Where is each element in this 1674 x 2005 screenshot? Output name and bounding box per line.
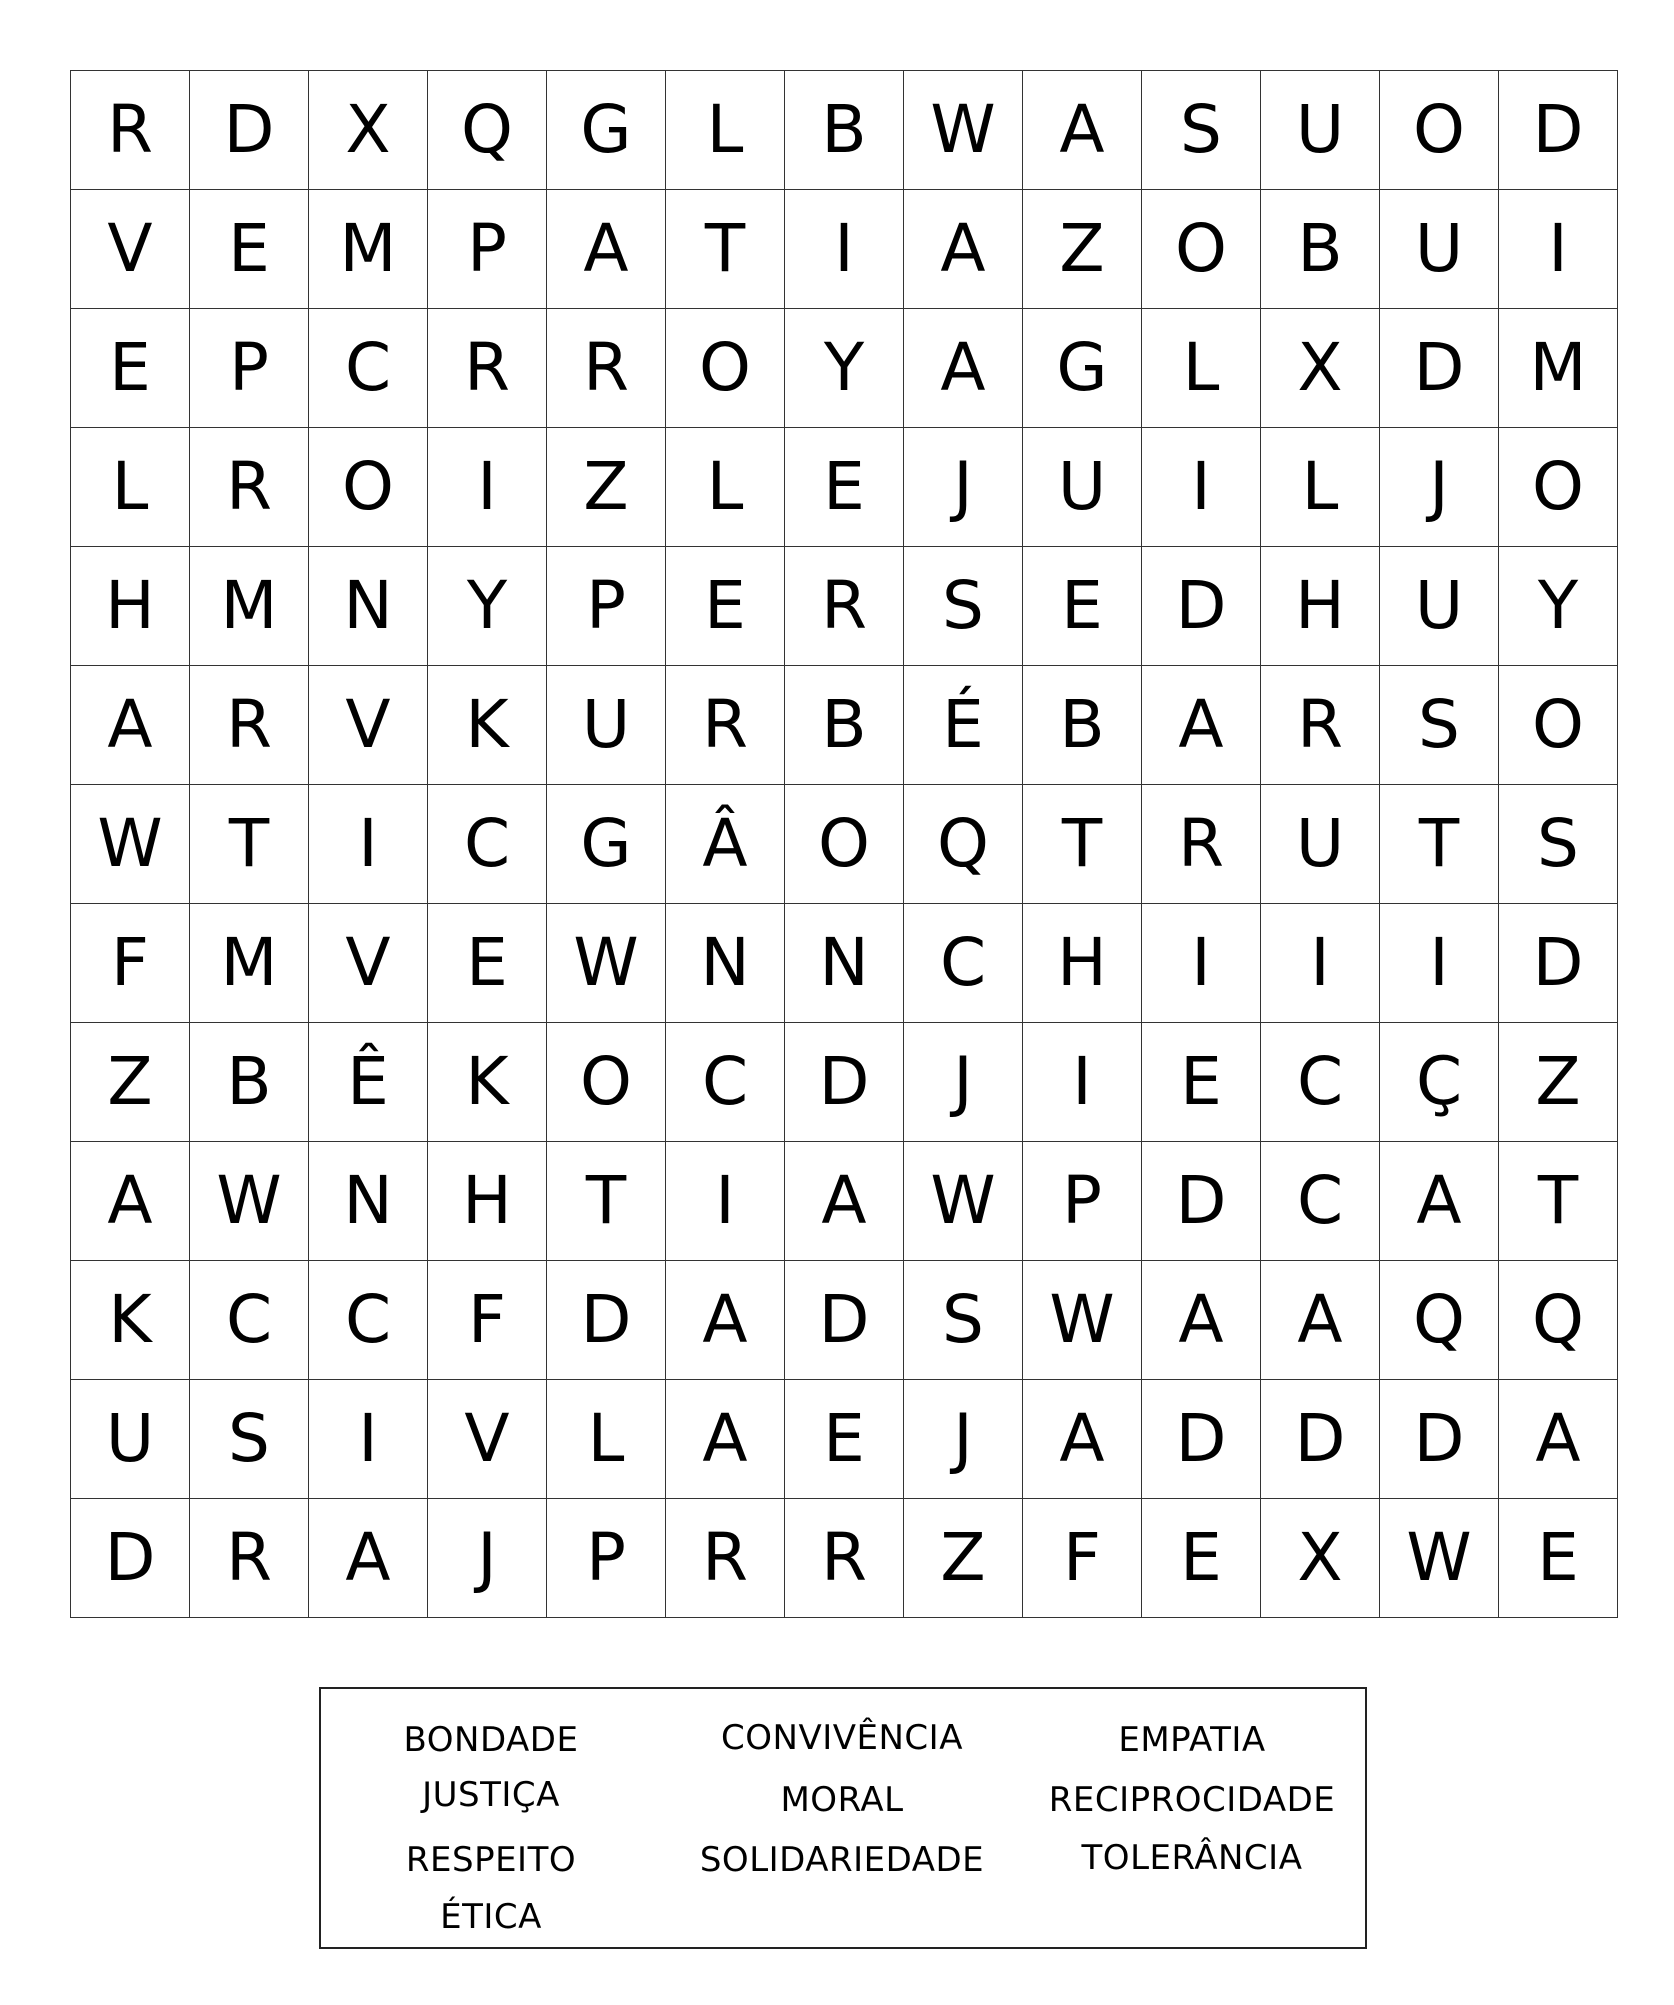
grid-cell[interactable]: D (1499, 71, 1618, 190)
grid-cell[interactable]: A (666, 1380, 785, 1499)
grid-cell[interactable]: E (1499, 1499, 1618, 1618)
grid-cell[interactable]: C (666, 1023, 785, 1142)
word-etica: ÉTICA (440, 1897, 542, 1937)
grid-cell[interactable]: P (1023, 1142, 1142, 1261)
grid-cell[interactable]: D (1499, 904, 1618, 1023)
grid-cell[interactable]: M (1499, 309, 1618, 428)
grid-cell[interactable]: A (785, 1142, 904, 1261)
grid-cell[interactable]: Z (1499, 1023, 1618, 1142)
grid-cell[interactable]: W (904, 71, 1023, 190)
grid-cell[interactable]: B (785, 666, 904, 785)
grid-cell[interactable]: T (547, 1142, 666, 1261)
grid-cell[interactable]: J (428, 1499, 547, 1618)
grid-cell[interactable]: I (1261, 904, 1380, 1023)
grid-cell[interactable]: W (904, 1142, 1023, 1261)
grid-cell[interactable]: I (785, 190, 904, 309)
grid-cell[interactable]: H (1023, 904, 1142, 1023)
grid-cell[interactable]: D (785, 1023, 904, 1142)
grid-cell[interactable]: R (666, 1499, 785, 1618)
grid-cell[interactable]: P (547, 547, 666, 666)
grid-cell[interactable]: E (1142, 1499, 1261, 1618)
grid-cell[interactable]: U (71, 1380, 190, 1499)
grid-cell[interactable]: K (71, 1261, 190, 1380)
grid-cell[interactable]: E (190, 190, 309, 309)
grid-cell[interactable]: V (428, 1380, 547, 1499)
grid-cell[interactable]: C (1261, 1142, 1380, 1261)
word-respeito: RESPEITO (405, 1840, 577, 1880)
grid-cell[interactable]: J (1380, 428, 1499, 547)
grid-cell[interactable]: Y (1499, 547, 1618, 666)
grid-cell[interactable]: A (666, 1261, 785, 1380)
grid-cell[interactable]: E (785, 428, 904, 547)
grid-cell[interactable]: J (904, 1380, 1023, 1499)
grid-cell[interactable]: O (785, 785, 904, 904)
grid-cell[interactable]: D (1380, 309, 1499, 428)
grid-cell[interactable]: I (1142, 904, 1261, 1023)
grid-cell[interactable]: A (904, 190, 1023, 309)
grid-cell[interactable]: T (1023, 785, 1142, 904)
grid-cell[interactable]: U (1261, 785, 1380, 904)
grid-cell[interactable]: T (1380, 785, 1499, 904)
grid-cell[interactable]: U (1023, 428, 1142, 547)
grid-cell[interactable]: Ê (309, 1023, 428, 1142)
grid-cell[interactable]: P (547, 1499, 666, 1618)
grid-cell[interactable]: G (547, 71, 666, 190)
grid-cell[interactable]: A (71, 666, 190, 785)
grid-cell[interactable]: P (190, 309, 309, 428)
grid-cell[interactable]: E (666, 547, 785, 666)
grid-cell[interactable]: I (1023, 1023, 1142, 1142)
word-moral: MORAL (780, 1780, 904, 1820)
grid-cell[interactable]: Â (666, 785, 785, 904)
word-list-box (319, 1687, 1367, 1949)
grid-cell[interactable]: W (1023, 1261, 1142, 1380)
grid-cell[interactable]: D (71, 1499, 190, 1618)
grid-cell[interactable]: T (666, 190, 785, 309)
grid-cell[interactable]: X (1261, 1499, 1380, 1618)
grid-cell[interactable]: B (190, 1023, 309, 1142)
grid-cell[interactable]: G (1023, 309, 1142, 428)
grid-cell[interactable]: V (71, 190, 190, 309)
grid-cell[interactable]: V (309, 666, 428, 785)
grid-cell[interactable]: X (1261, 309, 1380, 428)
grid-cell[interactable]: U (547, 666, 666, 785)
grid-cell[interactable]: R (190, 428, 309, 547)
grid-cell[interactable]: A (309, 1499, 428, 1618)
grid-cell[interactable]: O (309, 428, 428, 547)
grid-cell[interactable]: R (547, 309, 666, 428)
grid-cell[interactable]: O (1499, 428, 1618, 547)
grid-cell[interactable]: C (309, 1261, 428, 1380)
grid-cell[interactable]: A (1142, 666, 1261, 785)
grid-cell[interactable]: E (1142, 1023, 1261, 1142)
grid-cell[interactable]: I (666, 1142, 785, 1261)
grid-cell[interactable]: D (1380, 1380, 1499, 1499)
grid-cell[interactable]: F (1023, 1499, 1142, 1618)
grid-cell[interactable]: B (785, 71, 904, 190)
word-empatia: EMPATIA (1118, 1720, 1266, 1760)
grid-cell[interactable]: D (1142, 547, 1261, 666)
word-convivencia: CONVIVÊNCIA (721, 1718, 963, 1758)
grid-cell[interactable]: E (785, 1380, 904, 1499)
grid-cell[interactable]: I (1380, 904, 1499, 1023)
grid-cell[interactable]: E (428, 904, 547, 1023)
grid-cell[interactable]: N (309, 1142, 428, 1261)
grid-cell[interactable]: L (666, 71, 785, 190)
grid-cell[interactable]: C (428, 785, 547, 904)
grid-cell[interactable]: L (1261, 428, 1380, 547)
grid-cell[interactable]: R (428, 309, 547, 428)
grid-cell[interactable]: U (1380, 547, 1499, 666)
grid-cell[interactable]: L (1142, 309, 1261, 428)
grid-cell[interactable]: X (309, 71, 428, 190)
grid-cell[interactable]: Q (904, 785, 1023, 904)
grid-cell[interactable]: É (904, 666, 1023, 785)
grid-cell[interactable]: O (1499, 666, 1618, 785)
grid-cell[interactable]: G (547, 785, 666, 904)
grid-cell[interactable]: N (785, 904, 904, 1023)
grid-cell[interactable]: I (1499, 190, 1618, 309)
grid-cell[interactable]: A (1023, 71, 1142, 190)
grid-cell[interactable]: M (190, 547, 309, 666)
grid-cell[interactable]: R (190, 666, 309, 785)
grid-cell[interactable]: C (904, 904, 1023, 1023)
grid-cell[interactable]: Y (428, 547, 547, 666)
grid-cell[interactable]: O (1380, 71, 1499, 190)
word-bondade: BONDADE (403, 1720, 579, 1760)
grid-cell[interactable]: W (547, 904, 666, 1023)
grid-cell[interactable]: B (1261, 190, 1380, 309)
grid-cell[interactable]: W (190, 1142, 309, 1261)
grid-cell[interactable]: S (904, 1261, 1023, 1380)
grid-cell[interactable]: I (309, 785, 428, 904)
grid-cell[interactable]: E (1023, 547, 1142, 666)
grid-cell[interactable]: L (666, 428, 785, 547)
grid-cell[interactable]: Q (428, 71, 547, 190)
grid-cell[interactable]: L (547, 1380, 666, 1499)
grid-cell[interactable]: T (1499, 1142, 1618, 1261)
grid-cell[interactable]: M (309, 190, 428, 309)
word-justica: JUSTIÇA (422, 1775, 560, 1815)
grid-cell[interactable]: S (1380, 666, 1499, 785)
grid-cell[interactable]: I (309, 1380, 428, 1499)
grid-cell[interactable]: I (428, 428, 547, 547)
grid-cell[interactable]: P (428, 190, 547, 309)
word-reciprocidade: RECIPROCIDADE (1048, 1780, 1336, 1820)
grid-cell[interactable]: Y (785, 309, 904, 428)
grid-cell[interactable]: I (1142, 428, 1261, 547)
grid-cell[interactable]: D (1261, 1380, 1380, 1499)
grid-cell[interactable]: J (904, 1023, 1023, 1142)
word-solidariedade: SOLIDARIEDADE (699, 1840, 985, 1880)
grid-cell[interactable]: A (1499, 1380, 1618, 1499)
grid-cell[interactable]: C (1261, 1023, 1380, 1142)
word-search-grid (70, 70, 1618, 1618)
grid-cell[interactable]: R (785, 1499, 904, 1618)
grid-cell[interactable]: Z (1023, 190, 1142, 309)
grid-cell[interactable]: B (1023, 666, 1142, 785)
grid-cell[interactable]: J (904, 428, 1023, 547)
grid-cell[interactable]: E (71, 309, 190, 428)
grid-cell[interactable]: D (1142, 1142, 1261, 1261)
grid-cell[interactable]: V (309, 904, 428, 1023)
grid-cell[interactable]: F (71, 904, 190, 1023)
grid-cell[interactable]: W (1380, 1499, 1499, 1618)
grid-cell[interactable]: K (428, 1023, 547, 1142)
grid-cell[interactable]: R (666, 666, 785, 785)
grid-cell[interactable]: Q (1499, 1261, 1618, 1380)
grid-cell[interactable]: R (71, 71, 190, 190)
grid-cell[interactable]: D (190, 71, 309, 190)
grid-cell[interactable]: S (1142, 71, 1261, 190)
word-tolerancia: TOLERÂNCIA (1081, 1838, 1303, 1878)
grid-cell[interactable]: N (309, 547, 428, 666)
grid-cell[interactable]: R (785, 547, 904, 666)
grid-cell[interactable]: W (71, 785, 190, 904)
grid-cell[interactable]: Q (1380, 1261, 1499, 1380)
grid-cell[interactable]: O (547, 1023, 666, 1142)
grid-cell[interactable]: A (1023, 1380, 1142, 1499)
grid-cell[interactable]: R (1261, 666, 1380, 785)
grid-cell[interactable]: Z (71, 1023, 190, 1142)
grid-cell[interactable]: S (904, 547, 1023, 666)
grid-cell[interactable]: O (1142, 190, 1261, 309)
grid-cell[interactable]: A (1261, 1261, 1380, 1380)
grid-cell[interactable]: A (71, 1142, 190, 1261)
grid-cell[interactable]: R (1142, 785, 1261, 904)
grid-cell[interactable]: C (309, 309, 428, 428)
grid-cell[interactable]: D (785, 1261, 904, 1380)
grid-cell[interactable]: L (71, 428, 190, 547)
grid-cell[interactable]: F (428, 1261, 547, 1380)
grid-cell[interactable]: U (1380, 190, 1499, 309)
grid-cell[interactable]: Z (904, 1499, 1023, 1618)
grid-cell[interactable]: S (1499, 785, 1618, 904)
grid-cell[interactable]: A (547, 190, 666, 309)
grid-cell[interactable]: K (428, 666, 547, 785)
grid-cell[interactable]: M (190, 904, 309, 1023)
grid-cell[interactable]: Ç (1380, 1023, 1499, 1142)
grid-cell[interactable]: T (190, 785, 309, 904)
grid-cell[interactable]: H (428, 1142, 547, 1261)
grid-cell[interactable]: D (547, 1261, 666, 1380)
grid-cell[interactable]: Z (547, 428, 666, 547)
grid-cell[interactable]: O (666, 309, 785, 428)
grid-cell[interactable]: C (190, 1261, 309, 1380)
grid-cell[interactable]: A (1380, 1142, 1499, 1261)
grid-cell[interactable]: N (666, 904, 785, 1023)
grid-cell[interactable]: A (904, 309, 1023, 428)
grid-cell[interactable]: R (190, 1499, 309, 1618)
grid-cell[interactable]: S (190, 1380, 309, 1499)
grid-cell[interactable]: H (1261, 547, 1380, 666)
grid-cell[interactable]: A (1142, 1261, 1261, 1380)
grid-cell[interactable]: U (1261, 71, 1380, 190)
grid-cell[interactable]: H (71, 547, 190, 666)
grid-cell[interactable]: D (1142, 1380, 1261, 1499)
